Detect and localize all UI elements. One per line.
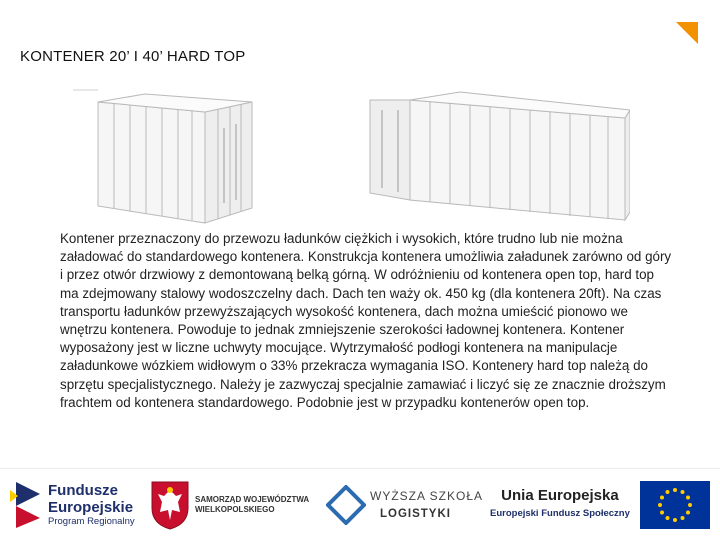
samorzad-line1: SAMORZĄD WOJEWÓDZTWA — [195, 495, 310, 504]
fe-star-icon — [10, 482, 42, 528]
container-40ft-icon — [370, 92, 630, 220]
container-illustration — [70, 88, 630, 228]
samorzad-logo — [150, 469, 309, 541]
wsl-line2: LOGISTYKI — [380, 508, 451, 520]
wsl-logo — [326, 469, 483, 541]
corner-accent-icon — [676, 22, 698, 44]
wsl-diamond-icon — [326, 485, 366, 525]
eu-flag-icon — [640, 481, 710, 529]
fe-line1: Fundusze — [48, 482, 118, 499]
slide-body-text: Kontener przeznaczony do przewozu ładunków ciężkich i wysokich, które trudno lub nie można załadować do standardowego kontenera. Konstrukcja kontenera umożliwia załadunek zarówno od góry i przez otwór drzwiowy z demontowaną belką górną. W odróżnieniu od kontenera open top, hard top ma zdejmowany stalowy wodoszczelny dach. Dach ten waży ok. 450 kg (dla kontenera 20ft). Na czas transportu ładunków przewyższających wysokość kontenera, dach można umieścić pionowo we wnętrzu kontenera. Powoduje to jednak zmniejszenie szerokości ładownej kontenera. Kontener wyposażony jest w liczne uchwyty mocujące. Wytrzymałość podłogi kontenera na manipulacje załadunkowe wózkiem widłowym o 33% przekracza wymagania ISO. Kontenery hard top należą do sprzętu specjalistycznego. Należy je zazwyczaj specjalnie zamawiać i liczyć się ze znacznie droższym frachtem od kontenera standardowego. Podobnie jest w przypadku kontenerów open top. — [60, 231, 672, 410]
wsl-line1: WYŻSZA SZKOŁA — [370, 489, 484, 503]
ue-line2: Europejski Fundusz Społeczny — [490, 508, 630, 519]
slide-title: KONTENER 20’ I 40’ HARD TOP — [20, 48, 246, 65]
ue-line1: Unia Europejska — [501, 487, 619, 504]
footer-logos — [0, 468, 720, 541]
eu-flag-logo — [640, 469, 710, 541]
unia-europejska-text — [490, 469, 630, 541]
fe-line2: Europejskie — [48, 499, 134, 516]
fe-sub: Program Regionalny — [48, 516, 135, 527]
container-20ft-icon — [73, 90, 252, 223]
coat-of-arms-icon — [150, 480, 190, 530]
fundusze-europejskie-logo — [10, 469, 135, 541]
samorzad-line2: WIELKOPOLSKIEGO — [195, 505, 275, 514]
